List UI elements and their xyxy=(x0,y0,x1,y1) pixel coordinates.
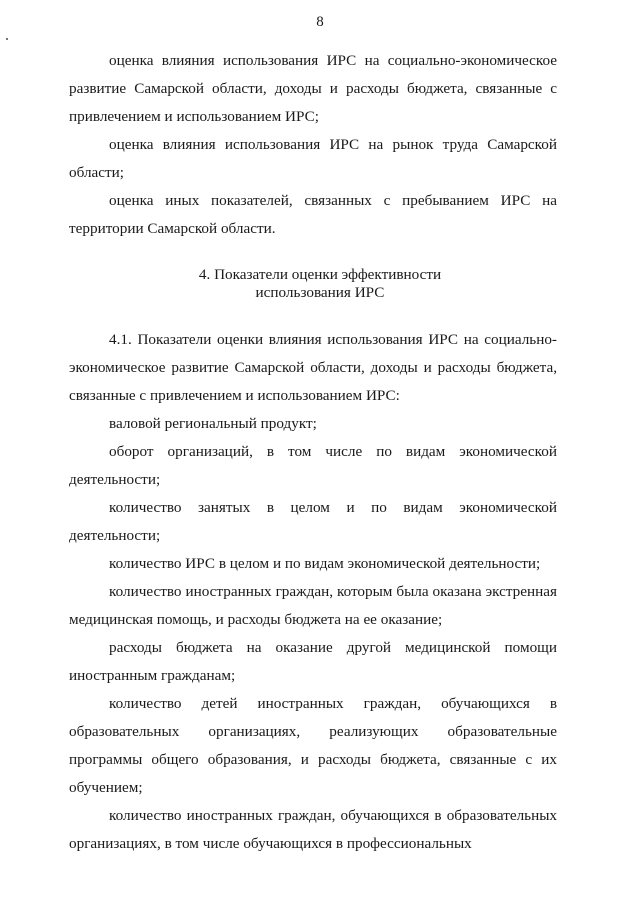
paragraph: оборот организаций, в том числе по видам экономической деятельности; xyxy=(69,443,557,488)
intro-text-block xyxy=(69,47,557,243)
section-title-line: 4. Показатели оценки эффективности xyxy=(198,266,442,283)
section-title-line: использования ИРС xyxy=(255,284,385,301)
paragraph: расходы бюджета на оказание другой медицинской помощи иностранным гражданам; xyxy=(69,639,557,684)
paragraph: количество ИРС в целом и по видам экономической деятельности; xyxy=(109,555,541,572)
paragraph: оценка влияния использования ИРС на социально-экономическое развитие Самарской области, доходы и расходы бюджета, связанные с привлечением и использованием ИРС; xyxy=(69,52,557,125)
main-text-block xyxy=(69,326,557,858)
paragraph: оценка иных показателей, связанных с пребыванием ИРС на территории Самарской области. xyxy=(69,192,557,237)
paragraph: количество иностранных граждан, обучающихся в образовательных организациях, в том числе обучающихся в профессиональных xyxy=(69,807,557,852)
paragraph: количество иностранных граждан, которым была оказана экстренная медицинская помощь, и расходы бюджета на ее оказание; xyxy=(69,583,557,628)
paragraph: валовой региональный продукт; xyxy=(109,415,317,432)
paragraph: оценка влияния использования ИРС на рынок труда Самарской области; xyxy=(69,136,557,181)
section-heading xyxy=(0,266,640,302)
page-number: 8 xyxy=(316,14,324,30)
scan-artifact xyxy=(6,38,8,40)
paragraph: количество детей иностранных граждан, обучающихся в образовательных организациях, реализующих образовательные программы общего образования, и расходы бюджета, связанные с их обучением; xyxy=(69,695,557,796)
paragraph: количество занятых в целом и по видам экономической деятельности; xyxy=(69,499,557,544)
paragraph: 4.1. Показатели оценки влияния использования ИРС на социально-экономическое развитие Самарской области, доходы и расходы бюджета, связанные с привлечением и использованием ИРС: xyxy=(69,331,557,404)
